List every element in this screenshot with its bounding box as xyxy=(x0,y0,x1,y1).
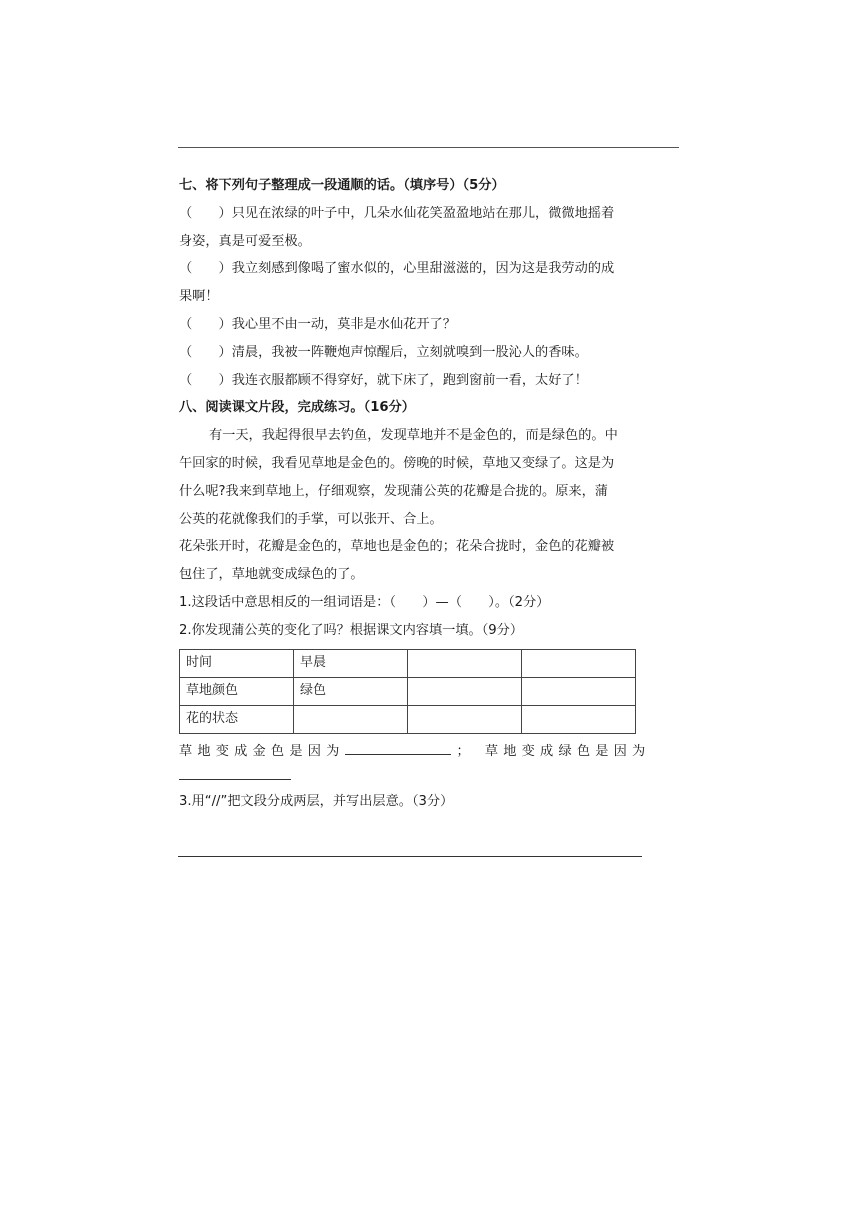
table-cell: 时间 xyxy=(180,649,294,677)
table-cell[interactable] xyxy=(408,705,522,733)
sentence-4: （ ）清晨，我被一阵鞭炮声惊醒后，立刻就嗅到一股沁人的香味。 xyxy=(179,344,588,360)
reason-green-label: 草地变成绿色是因为 xyxy=(484,743,651,759)
sentence-1-line-1: （ ）只见在浓绿的叶子中，几朵水仙花笑盈盈地站在那儿，微微地摇着 xyxy=(179,205,615,221)
section-8-heading: 八、阅读课文片段，完成练习。（16分） xyxy=(179,400,415,416)
table-cell: 早晨 xyxy=(294,649,408,677)
passage-line-4: 公英的花就像我们的手掌，可以张开、合上。 xyxy=(179,511,443,527)
answer-line[interactable] xyxy=(178,856,642,857)
table-row xyxy=(180,677,636,705)
exam-content xyxy=(179,172,683,816)
table-cell: 花的状态 xyxy=(180,705,294,733)
reason-line xyxy=(179,738,683,766)
passage-line-1: 有一天，我起得很早去钓鱼，发现草地并不是金色的，而是绿色的。中 xyxy=(209,428,618,444)
question-3: 3.用“//”把文段分成两层，并写出层意。（3分） xyxy=(179,794,454,810)
table-cell[interactable] xyxy=(408,649,522,677)
sentence-3: （ ）我心里不由一动，莫非是水仙花开了？ xyxy=(179,316,456,332)
sentence-1-line-2: 身姿，真是可爱至极。 xyxy=(179,233,311,249)
passage-line-2: 午回家的时候，我看见草地是金色的。傍晚的时候，草地又变绿了。这是为 xyxy=(179,455,615,471)
reason-golden-label: 草地变成金色是因为 xyxy=(179,743,345,759)
table-cell: 绿色 xyxy=(294,677,408,705)
top-divider xyxy=(178,147,679,148)
table-cell[interactable] xyxy=(294,705,408,733)
table-row xyxy=(180,705,636,733)
table-cell[interactable] xyxy=(522,649,636,677)
sentence-5: （ ）我连衣服都顾不得穿好，就下床了，跑到窗前一看，太好了！ xyxy=(179,372,588,388)
table-cell[interactable] xyxy=(522,677,636,705)
reason-green-blank[interactable] xyxy=(179,779,291,780)
passage-line-6: 包住了，草地就变成绿色的了。 xyxy=(179,567,364,583)
sentence-2-line-2: 果啊！ xyxy=(179,289,219,305)
table-cell[interactable] xyxy=(408,677,522,705)
sentence-2-line-1: （ ）我立刻感到像喝了蜜水似的，心里甜滋滋的，因为这是我劳动的成 xyxy=(179,261,615,277)
question-2: 2.你发现蒲公英的变化了吗？根据课文内容填一填。（9分） xyxy=(179,622,524,638)
reason-golden-blank[interactable] xyxy=(345,740,451,755)
dandelion-table xyxy=(179,649,636,734)
passage-line-5: 花朵张开时，花瓣是金色的，草地也是金色的；花朵合拢时，金色的花瓣被 xyxy=(179,539,615,555)
table-row xyxy=(180,649,636,677)
section-7-heading: 七、将下列句子整理成一段通顺的话。（填序号）（5分） xyxy=(179,178,505,193)
table-cell[interactable] xyxy=(522,705,636,733)
question-1: 1.这段话中意思相反的一组词语是：（ ）—（ ）。（2分） xyxy=(179,594,550,610)
passage-line-3: 什么呢?我来到草地上，仔细观察，发现蒲公英的花瓣是合拢的。原来，蒲 xyxy=(179,483,608,499)
reason-separator: ； xyxy=(456,743,475,759)
table-cell: 草地颜色 xyxy=(180,677,294,705)
